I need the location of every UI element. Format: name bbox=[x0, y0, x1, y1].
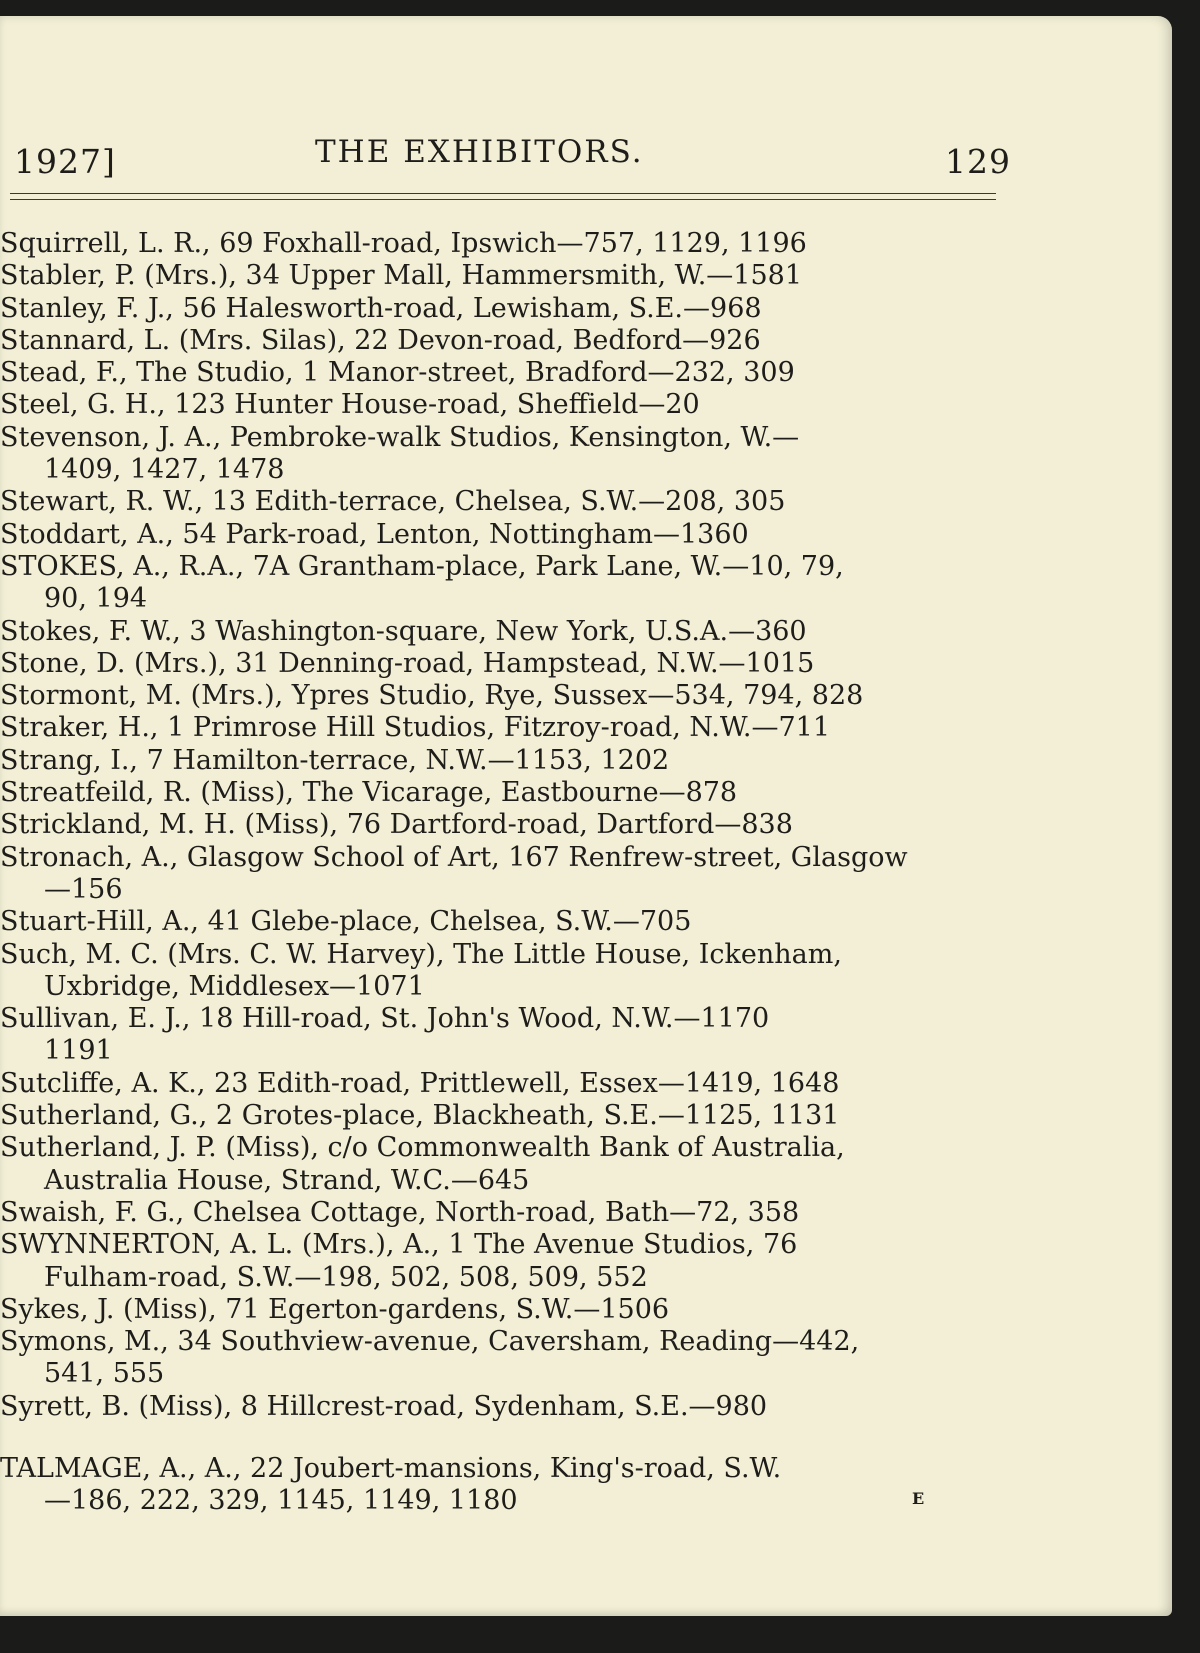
entry-line: Stead, F., The Studio, 1 Manor-street, Bradford—232, 309 bbox=[0, 357, 795, 389]
exhibitor-entry bbox=[0, 422, 1010, 487]
entry-line: Sutherland, G., 2 Grotes-place, Blackheath, S.E.—1125, 1131 bbox=[0, 1100, 840, 1132]
exhibitor-entry bbox=[0, 1453, 1010, 1518]
entry-line: Stannard, L. (Mrs. Silas), 22 Devon-road, Bedford—926 bbox=[0, 324, 761, 356]
exhibitor-entry bbox=[0, 260, 1010, 292]
exhibitor-entry bbox=[0, 1391, 1010, 1423]
entry-continuation-line: 541, 555 bbox=[44, 1358, 165, 1390]
entry-line: SWYNNERTON, A. L. (Mrs.), A., 1 The Avenue Studios, 76 bbox=[0, 1229, 798, 1261]
exhibitor-entry bbox=[0, 551, 1010, 616]
entry-continuation-line: —186, 222, 329, 1145, 1149, 1180 bbox=[44, 1485, 518, 1517]
entry-line: Strang, I., 7 Hamilton-terrace, N.W.—1153, 1202 bbox=[0, 744, 670, 776]
exhibitor-entry bbox=[0, 357, 1010, 389]
entry-line: Stoddart, A., 54 Park-road, Lenton, Nottingham—1360 bbox=[0, 518, 749, 550]
entry-line: Sykes, J. (Miss), 71 Egerton-gardens, S.W.—1506 bbox=[0, 1293, 670, 1325]
entry-line: STOKES, A., R.A., 7A Grantham-place, Park Lane, W.—10, 79, bbox=[0, 550, 844, 582]
page-title: THE EXHIBITORS. bbox=[315, 134, 644, 170]
exhibitor-entry bbox=[0, 1229, 1010, 1294]
exhibitor-entry bbox=[0, 519, 1010, 551]
exhibitor-entry bbox=[0, 293, 1010, 325]
entry-line: Sullivan, E. J., 18 Hill-road, St. John's Wood, N.W.—1170 bbox=[0, 1003, 770, 1035]
exhibitor-entry bbox=[0, 906, 1010, 938]
entry-line: Such, M. C. (Mrs. C. W. Harvey), The Little House, Ickenham, bbox=[0, 938, 842, 970]
exhibitor-entry bbox=[0, 712, 1010, 744]
exhibitor-entry bbox=[0, 777, 1010, 809]
entry-line: Strickland, M. H. (Miss), 76 Dartford-road, Dartford—838 bbox=[0, 809, 793, 841]
exhibitor-list bbox=[0, 228, 1010, 1518]
exhibitor-entry bbox=[0, 389, 1010, 421]
exhibitor-entry bbox=[0, 1068, 1010, 1100]
entry-continuation-line: 1191 bbox=[44, 1035, 113, 1067]
entry-line: Swaish, F. G., Chelsea Cottage, North-road, Bath—72, 358 bbox=[0, 1196, 800, 1228]
entry-line: Sutcliffe, A. K., 23 Edith-road, Prittlewell, Essex—1419, 1648 bbox=[0, 1067, 840, 1099]
exhibitor-entry bbox=[0, 680, 1010, 712]
entry-continuation-line: Uxbridge, Middlesex—1071 bbox=[44, 970, 425, 1002]
entry-line: Stormont, M. (Mrs.), Ypres Studio, Rye, Sussex—534, 794, 828 bbox=[0, 680, 864, 712]
entry-continuation-line: 90, 194 bbox=[44, 583, 148, 615]
printer-signature-mark: E bbox=[912, 1489, 926, 1508]
exhibitor-entry bbox=[0, 325, 1010, 357]
book-page bbox=[0, 16, 1172, 1616]
entry-line: Stevenson, J. A., Pembroke-walk Studios, Kensington, W.— bbox=[0, 421, 800, 453]
exhibitor-entry bbox=[0, 228, 1010, 260]
entry-line: Straker, H., 1 Primrose Hill Studios, Fitzroy-road, N.W.—711 bbox=[0, 712, 831, 744]
entry-line: Symons, M., 34 Southview-avenue, Caversham, Reading—442, bbox=[0, 1326, 860, 1358]
entry-line: Stronach, A., Glasgow School of Art, 167 Renfrew-street, Glasgow bbox=[0, 841, 908, 873]
exhibitor-entry bbox=[0, 1294, 1010, 1326]
exhibitor-entry bbox=[0, 809, 1010, 841]
entry-continuation-line: Fulham-road, S.W.—198, 502, 508, 509, 552 bbox=[44, 1261, 648, 1293]
entry-line: Stone, D. (Mrs.), 31 Denning-road, Hampstead, N.W.—1015 bbox=[0, 647, 815, 679]
entry-continuation-line: 1409, 1427, 1478 bbox=[44, 454, 285, 486]
exhibitor-entry bbox=[0, 1197, 1010, 1229]
exhibitor-entry bbox=[0, 486, 1010, 518]
header-rule-bottom bbox=[10, 199, 996, 200]
entry-line: Steel, G. H., 123 Hunter House-road, Sheffield—20 bbox=[0, 389, 700, 421]
exhibitor-entry bbox=[0, 842, 1010, 907]
exhibitor-entry bbox=[0, 1003, 1010, 1068]
entry-line: Stanley, F. J., 56 Halesworth-road, Lewisham, S.E.—968 bbox=[0, 292, 762, 324]
exhibitor-entry bbox=[0, 1326, 1010, 1391]
exhibitor-entry bbox=[0, 1132, 1010, 1197]
exhibitor-entry bbox=[0, 616, 1010, 648]
page-number: 129 bbox=[945, 142, 1011, 181]
exhibitor-entry bbox=[0, 648, 1010, 680]
entry-line: Sutherland, J. P. (Miss), c/o Commonwealth Bank of Australia, bbox=[0, 1132, 845, 1164]
exhibitor-entry bbox=[0, 1100, 1010, 1132]
running-head bbox=[0, 124, 1011, 184]
entry-line: Stuart-Hill, A., 41 Glebe-place, Chelsea, S.W.—705 bbox=[0, 906, 692, 938]
entry-line: Stewart, R. W., 13 Edith-terrace, Chelsea, S.W.—208, 305 bbox=[0, 486, 786, 518]
exhibitor-entry bbox=[0, 939, 1010, 1004]
header-year: 1927] bbox=[14, 142, 116, 181]
entry-line: Streatfeild, R. (Miss), The Vicarage, Eastbourne—878 bbox=[0, 777, 738, 809]
entry-continuation-line: —156 bbox=[44, 873, 123, 905]
entry-line: TALMAGE, A., A., 22 Joubert-mansions, King's-road, S.W. bbox=[0, 1452, 782, 1484]
exhibitor-entry bbox=[0, 745, 1010, 777]
entry-line: Syrett, B. (Miss), 8 Hillcrest-road, Sydenham, S.E.—980 bbox=[0, 1390, 768, 1422]
entry-line: Stokes, F. W., 3 Washington-square, New York, U.S.A.—360 bbox=[0, 615, 807, 647]
entry-line: Squirrell, L. R., 69 Foxhall-road, Ipswich—757, 1129, 1196 bbox=[0, 228, 807, 259]
entry-continuation-line: Australia House, Strand, W.C.—645 bbox=[44, 1164, 530, 1196]
header-rule-top bbox=[10, 193, 996, 194]
entry-line: Stabler, P. (Mrs.), 34 Upper Mall, Hammersmith, W.—1581 bbox=[0, 260, 802, 292]
